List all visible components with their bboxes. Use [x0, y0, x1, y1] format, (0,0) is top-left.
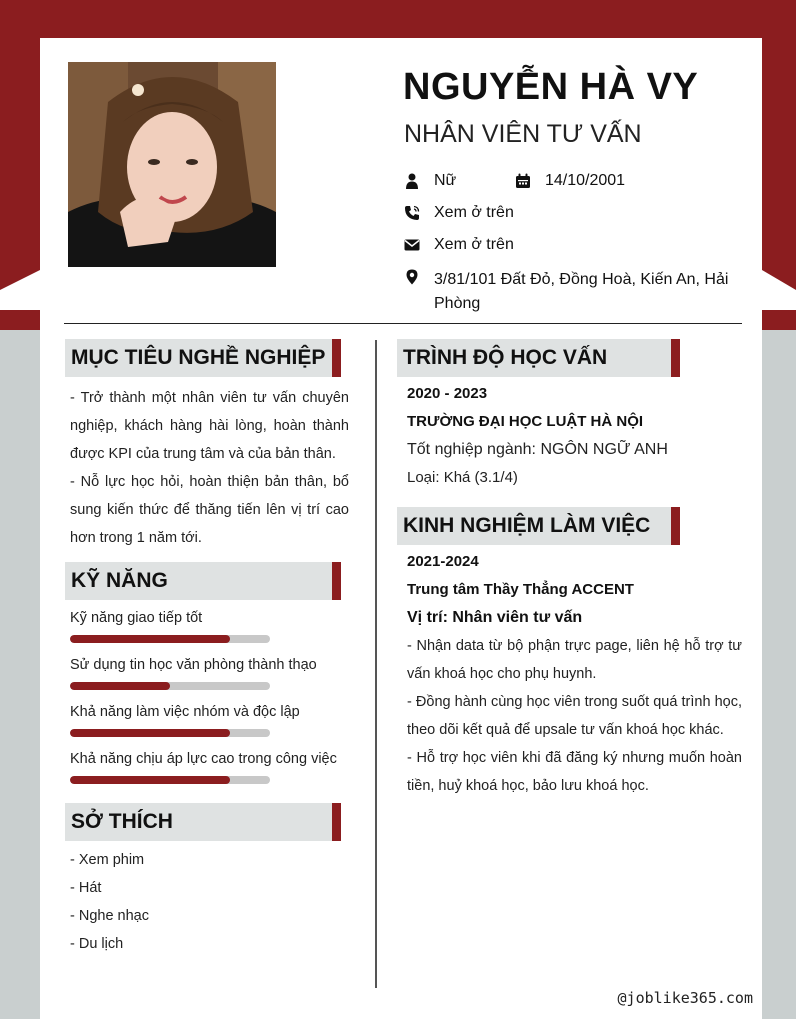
experience-period: 2021-2024: [407, 553, 479, 570]
objective-line: - Nỗ lực học hỏi, hoàn thiện bản thân, bổ sung kiến thức để thăng tiến lên vị trí cao hơn trong 1 năm tới.: [70, 474, 349, 546]
hobbies-heading: SỞ THÍCH: [65, 803, 341, 841]
calendar-icon: [515, 173, 531, 191]
education-grade: Loại: Khá (3.1/4): [407, 469, 518, 486]
education-major: Tốt nghiệp ngành: NGÔN NGỮ ANH: [407, 441, 668, 458]
candidate-job-title: NHÂN VIÊN TƯ VẤN: [404, 120, 642, 148]
header-divider: [64, 323, 742, 324]
skill-bar: [70, 682, 270, 690]
gender-value: Nữ: [434, 172, 457, 189]
email-row: [404, 236, 514, 255]
hobby-item: - Hát: [70, 880, 102, 896]
birthdate-row: [515, 172, 625, 191]
education-school: TRƯỜNG ĐẠI HỌC LUẬT HÀ NỘI: [407, 413, 644, 430]
hobby-item: - Du lịch: [70, 936, 124, 952]
phone-row: [404, 204, 514, 223]
skill-bar: [70, 776, 270, 784]
career-objective-heading: MỤC TIÊU NGHỀ NGHIỆP: [65, 339, 341, 377]
skill-bar-fill: [70, 776, 230, 784]
objective-line: - Trở thành một nhân viên tư vấn chuyên nghiệp, khách hàng hài lòng, hoàn thành được KPI của trung tâm và của bản thân.: [70, 390, 349, 462]
skill-bar: [70, 635, 270, 643]
experience-position: Vị trí: Nhân viên tư vấn: [407, 609, 583, 626]
gender-row: [404, 172, 456, 191]
email-value: Xem ở trên: [434, 236, 514, 253]
duty-item: - Hỗ trợ học viên khi đã đăng ký nhưng muốn hoàn tiền, huỷ khoá học, bảo lưu khoá học.: [407, 750, 742, 794]
profile-photo: [68, 62, 276, 267]
education-heading: TRÌNH ĐỘ HỌC VẤN: [397, 339, 680, 377]
candidate-name: NGUYỄN HÀ VY: [403, 66, 699, 108]
experience-company: Trung tâm Thầy Thẳng ACCENT: [407, 581, 634, 598]
experience-heading: KINH NGHIỆM LÀM VIỆC: [397, 507, 680, 545]
address-value: 3/81/101 Đất Đỏ, Đồng Hoà, Kiến An, Hải Phòng: [434, 271, 729, 312]
career-objective-text: [70, 384, 349, 552]
skill-label: Sử dụng tin học văn phòng thành thạo: [70, 657, 317, 673]
skills-heading: KỸ NĂNG: [65, 562, 341, 600]
footer-watermark: @joblike365.com: [617, 989, 753, 1007]
duty-item: - Đồng hành cùng học viên trong suốt quá trình học, theo dõi kết quả để upsale tư vấn khoá học khác.: [407, 694, 742, 738]
skill-bar: [70, 729, 270, 737]
education-period: 2020 - 2023: [407, 385, 488, 402]
phone-icon: [404, 205, 420, 223]
column-divider: [375, 340, 377, 988]
location-pin-icon: [404, 269, 420, 287]
address-row: [404, 268, 734, 316]
envelope-icon: [404, 237, 420, 255]
phone-value: Xem ở trên: [434, 204, 514, 221]
skill-bar-fill: [70, 635, 230, 643]
skill-bar-fill: [70, 682, 170, 690]
skill-label: Kỹ năng giao tiếp tốt: [70, 610, 203, 626]
hobby-item: - Nghe nhạc: [70, 908, 149, 924]
skill-label: Khả năng làm việc nhóm và độc lập: [70, 704, 300, 720]
birthdate-value: 14/10/2001: [545, 172, 626, 189]
skill-bar-fill: [70, 729, 230, 737]
person-icon: [404, 173, 420, 191]
experience-duties: [407, 632, 742, 800]
hobby-item: - Xem phim: [70, 852, 145, 868]
duty-item: - Nhận data từ bộ phận trực page, liên hệ hỗ trợ tư vấn khoá học cho phụ huynh.: [407, 638, 742, 682]
skill-label: Khả năng chịu áp lực cao trong công việc: [70, 751, 337, 767]
